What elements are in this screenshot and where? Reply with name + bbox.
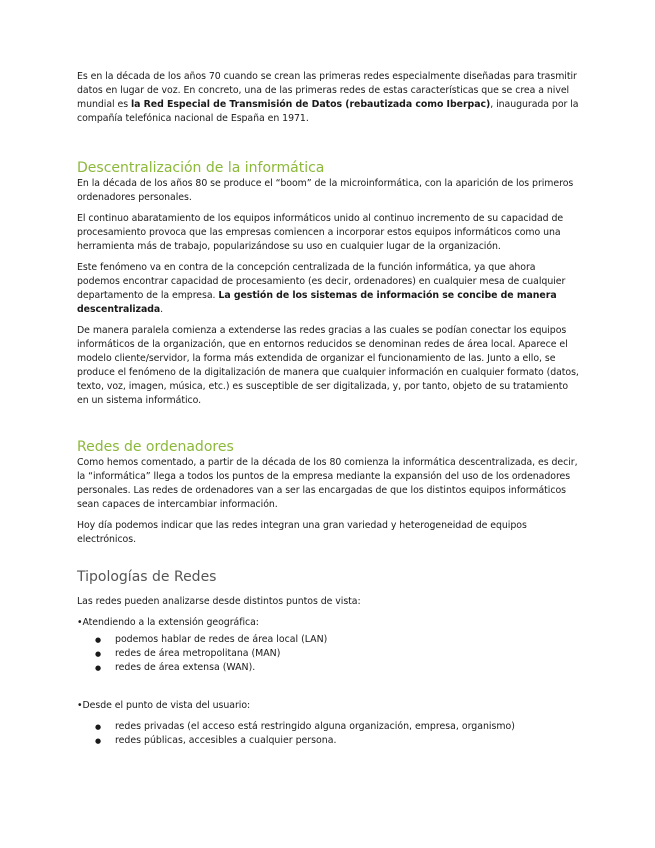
- paragraph-text: Este fenómeno va en contra de la concepción centralizada de la función informática, ya que ahora podemos encontrar capacidad de procesamiento (es decir, ordenadores) en cualquier mesa de cualquier departamento de la empresa.: [77, 262, 566, 301]
- paragraph: [77, 261, 579, 317]
- list-item: ● redes privadas (el acceso está restringido alguna organización, empresa, organismo): [77, 720, 579, 734]
- bullet-list-geographic: [77, 633, 579, 675]
- intro-text: Es en la década de los años 70 cuando se crean las primeras redes especialmente diseñadas para trasmitir datos en lugar de voz. En concreto, una de las primeras redes de estas características que se crea a nivel mundial es: [77, 71, 577, 110]
- document-page: [77, 70, 579, 748]
- paragraph: Las redes pueden analizarse desde distintos puntos de vista:: [77, 596, 361, 607]
- list-item: ● redes de área metropolitana (MAN): [77, 647, 579, 661]
- list-item: ● podemos hablar de redes de área local (LAN): [77, 633, 579, 647]
- intro-text-end: , inaugurada por la compañía telefónica nacional de España en 1971.: [77, 99, 579, 124]
- list-label: •Atendiendo a la extensión geográfica:: [77, 617, 259, 628]
- list-label: •Desde el punto de vista del usuario:: [77, 700, 251, 711]
- paragraph: Como hemos comentado, a partir de la década de los 80 comienza la informática descentralizada, es decir, la “informática” llega a todos los puntos de la empresa mediante la expansión del uso de los ordenadores personales. Las redes de ordenadores van a ser las encargadas de que los distintos equipos informáticos sean capaces de intercambiar información.: [77, 457, 578, 510]
- paragraph: El continuo abaratamiento de los equipos informáticos unido al continuo incremento de su capacidad de procesamiento provoca que las empresas comiencen a incorporar estos equipos informáticos como una herramienta más de trabajo, popularizándose su uso en cualquier lugar de la organización.: [77, 213, 564, 252]
- section-heading-redes: Redes de ordenadores: [77, 439, 234, 455]
- paragraph: Hoy día podemos indicar que las redes integran una gran variedad y heterogeneidad de equipos electrónicos.: [77, 520, 527, 545]
- bullet-list-user: [77, 720, 579, 748]
- paragraph-bold: La gestión de los sistemas de información se concibe de manera descentralizada: [77, 290, 557, 315]
- section-heading-descentralizacion: Descentralización de la informática: [77, 160, 325, 176]
- list-item: ● redes públicas, accesibles a cualquier persona.: [77, 734, 579, 748]
- paragraph-text-end: .: [160, 304, 164, 315]
- intro-bold: la Red Especial de Transmisión de Datos (rebautizada como Iberpac): [130, 99, 491, 110]
- paragraph: De manera paralela comienza a extenderse las redes gracias a las cuales se podían conectar los equipos informáticos de la organización, que en entornos reducidos se denominan redes de área local. Aparece el modelo cliente/servidor, la forma más extendida de organizar el funcionamiento de las. Junto a ello, se produce el fenómeno de la digitalización de manera que cualquier información en cualquier formato (datos, texto, voz, imagen, música, etc.) es susceptible de ser digitalizada, y, por tanto, objeto de su tratamiento en un sistema informático.: [77, 325, 579, 406]
- intro-paragraph: [77, 70, 579, 126]
- paragraph: En la década de los años 80 se produce el “boom” de la microinformática, con la aparición de los primeros ordenadores personales.: [77, 178, 574, 203]
- section-heading-tipologias: Tipologías de Redes: [77, 569, 217, 585]
- list-item: ● redes de área extensa (WAN).: [77, 661, 579, 675]
